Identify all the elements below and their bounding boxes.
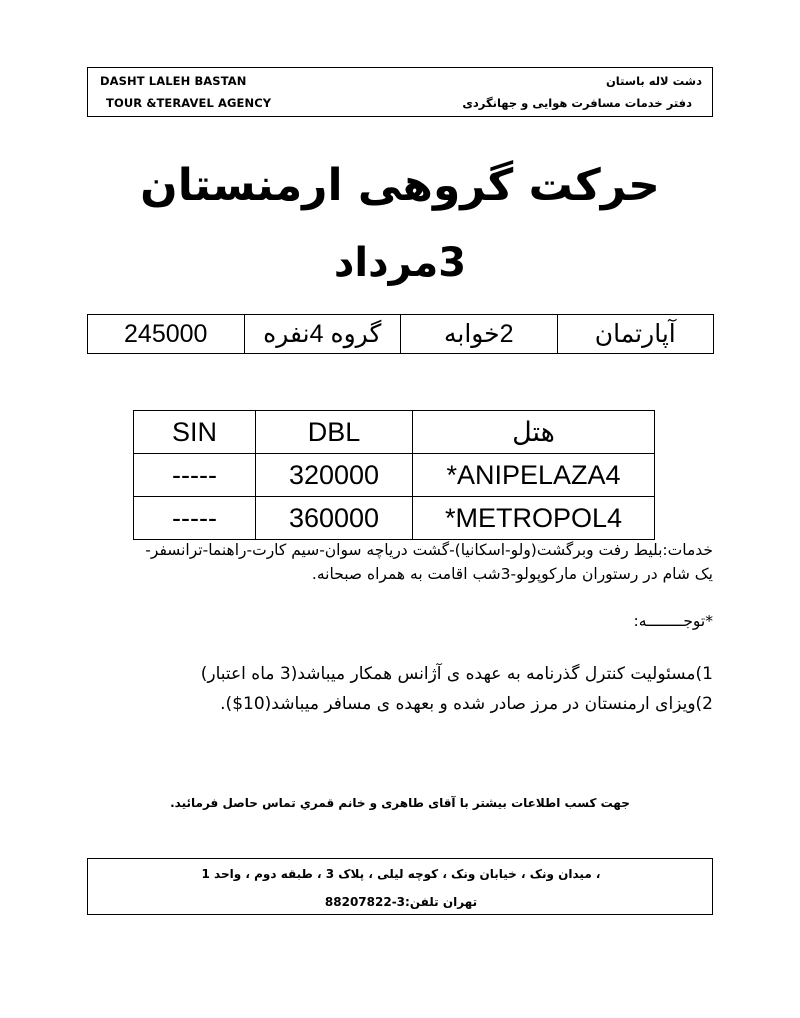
header-sin: SIN [134,411,256,454]
hotel-sin-price: ----- [134,497,256,540]
contact-note: جهت کسب اطلاعات بیشتر با آقای طاهری و خانم قمري تماس حاصل فرمائید. [170,796,630,810]
package-cell-group: گروه 4نفره [244,315,401,354]
package-table [87,314,714,354]
hotel-price-table [133,410,655,540]
table-row [134,497,655,540]
package-cell-bedrooms: 2خوابه [401,315,558,354]
departure-date: 3مرداد [333,240,467,286]
agency-name-fa: دشت لاله باستان [605,74,702,88]
footer-address-box [87,858,713,915]
table-row [134,454,655,497]
hotel-sin-price: ----- [134,454,256,497]
package-row [88,315,714,354]
table-header-row [134,411,655,454]
address: ، میدان ونک ، خیابان ونک ، کوچه لیلی ، پلاک 3 ، طبقه دوم ، واحد 1 [201,867,601,881]
note-item: 1)مسئولیت کنترل گذرنامه به عهده ی آژانس همکار میباشد(3 ماه اعتبار) [200,664,713,684]
agency-type-fa: دفتر خدمات مسافرت هوایی و جهانگردی [462,96,692,110]
package-cell-price: 245000 [88,315,245,354]
agency-type-en: TOUR &TERAVEL AGENCY [106,96,272,110]
phone: تهران تلفن:3-88207822 [324,895,478,909]
header-hotel: هتل [413,411,655,454]
agency-name-en: DASHT LALEH BASTAN [100,74,247,88]
header-box [87,67,713,117]
hotel-dbl-price: 320000 [256,454,413,497]
services-line-1: خدمات:بلیط رفت وبرگشت(ولو-اسکانیا)-گشت دریاچه سوان-سیم کارت-راهنما-ترانسفر- [145,541,713,559]
header-dbl: DBL [256,411,413,454]
notes-heading: *توجــــــــه: [633,612,713,630]
hotel-name: ANIPELAZA4* [413,454,655,497]
package-cell-type: آپارتمان [557,315,714,354]
hotel-name: METROPOL4* [413,497,655,540]
hotel-dbl-price: 360000 [256,497,413,540]
note-item: 2)ویزای ارمنستان در مرز صادر شده و بعهده ی مسافر میباشد(10$). [220,694,713,714]
services-line-2: یک شام در رستوران مارکوپولو-3شب اقامت به همراه صبحانه. [311,565,713,583]
page-title: حرکت گروهی ارمنستان [140,160,660,211]
